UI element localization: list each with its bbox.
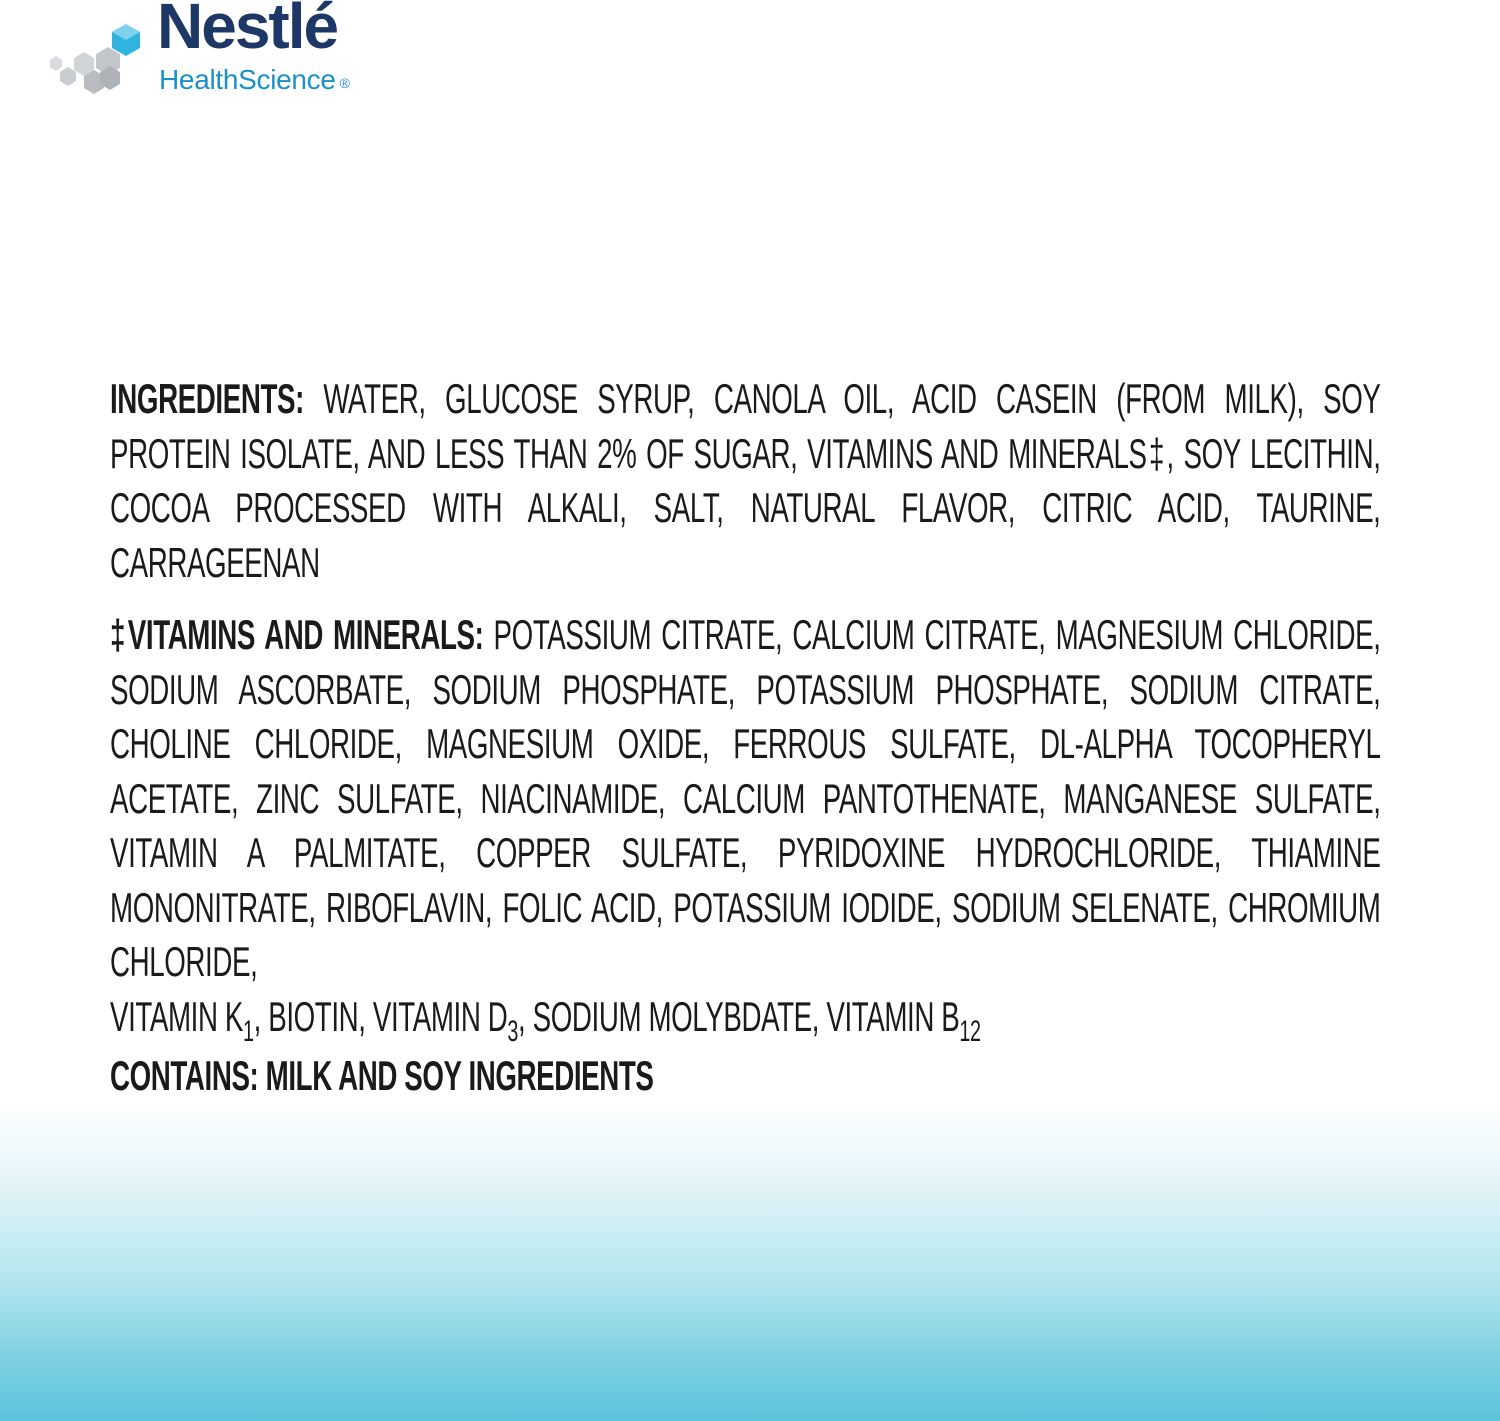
brand-logo xyxy=(40,0,400,104)
vitamins-text: POTASSIUM CITRATE, CALCIUM CITRATE, MAGNESIUM CHLORIDE, SODIUM ASCORBATE, SODIUM PHOSPHATE, POTASSIUM PHOSPHATE, SODIUM CITRATE, CHOLINE CHLORIDE, MAGNESIUM OXIDE, FERROUS SULFATE, DL-ALPHA TOCOPHERYL ACETATE, ZINC SULFATE, NIACINAMIDE, CALCIUM PANTOTHENATE, MANGANESE SULFATE, VITAMIN A PALMITATE, COPPER SULFATE, PYRIDOXINE HYDROCHLORIDE, THIAMINE MONONITRATE, RIBOFLAVIN, FOLIC ACID, POTASSIUM IODIDE, SODIUM SELENATE, CHROMIUM CHLORIDE, xyxy=(110,611,1381,985)
brand-subline xyxy=(159,66,350,94)
vitamins-paragraph xyxy=(110,608,1381,990)
registered-mark: ® xyxy=(339,75,350,91)
vitamins-heading: ‡VITAMINS AND MINERALS: xyxy=(110,611,484,658)
vitamin-b-subscript: 12 xyxy=(959,1014,981,1048)
ingredients-label xyxy=(110,372,1381,1104)
ingredients-heading: INGREDIENTS: xyxy=(110,375,304,422)
brand-sub-health: Health xyxy=(159,64,239,95)
vitamin-k-subscript: 1 xyxy=(243,1014,254,1048)
bottom-gradient-band xyxy=(0,1100,1500,1421)
vitamin-d-subscript: 3 xyxy=(507,1014,519,1048)
biotin-d-text: , BIOTIN, VITAMIN D xyxy=(253,992,508,1040)
ingredients-paragraph xyxy=(110,372,1381,590)
hexagon-cluster-icon xyxy=(40,10,155,100)
brand-sub-science: Science xyxy=(238,64,336,95)
vitamins-last-line xyxy=(110,990,1381,1050)
ingredients-text: WATER, GLUCOSE SYRUP, CANOLA OIL, ACID CASEIN (FROM MILK), SOY PROTEIN ISOLATE, AND LESS THAN 2% OF SUGAR, VITAMINS AND MINERALS‡, SOY LECITHIN, COCOA PROCESSED WITH ALKALI, SALT, NATURAL FLAVOR, CITRIC ACID, TAURINE, CARRAGEENAN xyxy=(110,375,1381,586)
vitamin-k-text: VITAMIN K xyxy=(110,992,244,1040)
molybdate-b-text: , SODIUM MOLYBDATE, VITAMIN B xyxy=(518,992,960,1040)
brand-wordmark: Nestlé xyxy=(157,0,338,62)
contains-statement: CONTAINS: MILK AND SOY INGREDIENTS xyxy=(110,1052,654,1099)
